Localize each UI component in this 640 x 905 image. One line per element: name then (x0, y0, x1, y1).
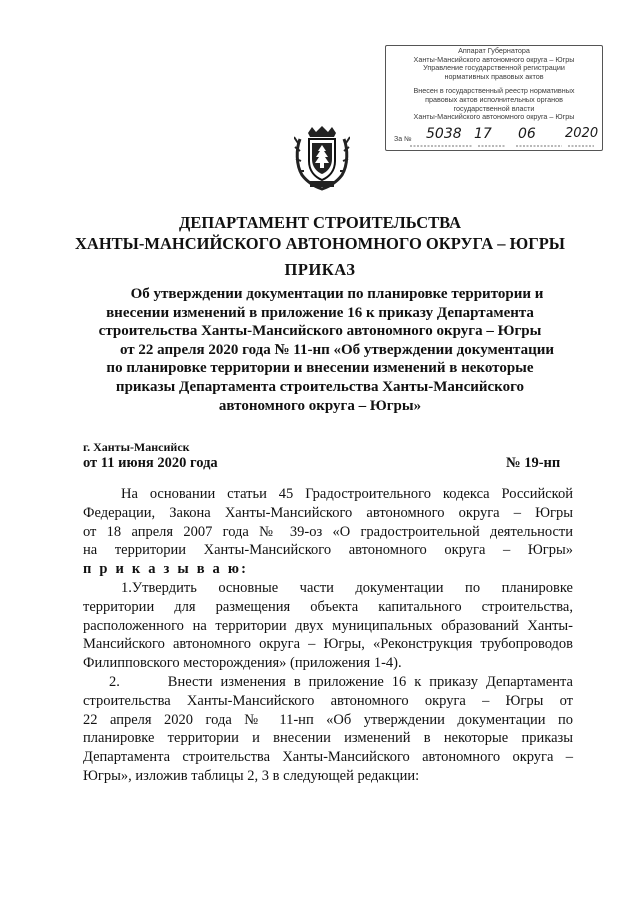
body-line: планировке территории и внесении изменений в некоторые приказы (83, 730, 573, 747)
body-line: расположенного на территории двух муниципальных образований Ханты- (83, 617, 573, 634)
body-line: от 18 апреля 2007 года № 39-оз «О градостроительной деятельности (83, 523, 573, 540)
body-paragraph-preamble (83, 485, 573, 579)
stamp-line: Ханты-Мансийского автономного округа – Югры (413, 55, 575, 64)
handwritten-reg-day: 17 (474, 126, 492, 142)
body-line: территории для размещения объекта капитального строительства, (83, 598, 573, 615)
body-paragraph-item-2 (83, 673, 573, 786)
body-line: Югры», изложив таблицы 2, 3 в следующей редакции: (83, 767, 420, 784)
body-line: 2. Внести изменения в приложение 16 к приказу Департамента (109, 674, 573, 690)
coat-of-arms-emblem (294, 125, 350, 191)
body-line: 1.Утвердить основные части документации по планировке (121, 580, 573, 596)
body-line: Мансийского автономного округа – Югры, «Реконструкция трубопроводов (83, 636, 573, 653)
stamp-line: Аппарат Губернатора (458, 47, 530, 55)
issue-date: от 11 июня 2020 года (83, 455, 218, 471)
order-number: № 19-нп (506, 455, 561, 471)
stamp-reg-label: За № (394, 136, 412, 143)
stamp-line: Внесен в государственный реестр нормативных (413, 87, 575, 96)
document-type: ПРИКАЗ (284, 260, 356, 279)
order-word: п р и к а з ы в а ю: (83, 561, 249, 578)
body-line: на территории Ханты-Мансийского автономного округа – Югры» (83, 542, 573, 559)
handwritten-reg-year: 2020 (565, 126, 599, 141)
subject-line: строительства Ханты-Мансийского автономного округа – Югры (98, 323, 542, 340)
stamp-line: правовых актов исполнительных органов (425, 95, 563, 104)
body-paragraph-item-1 (83, 579, 573, 673)
stamp-line: государственной власти (453, 104, 535, 113)
body-line: Федерации, Закона Ханты-Мансийского автономного округа – Югры (83, 504, 573, 521)
stamp-line: Управление государственной регистрации (423, 64, 565, 73)
subject-line: Об утверждении документации по планировке территории и (130, 286, 544, 302)
subject-line: внесении изменений в приложение 16 к приказу Департамента (106, 304, 534, 321)
department-title (0, 212, 640, 254)
department-title-line: ДЕПАРТАМЕНТ СТРОИТЕЛЬСТВА (179, 213, 461, 232)
department-title-line: ХАНТЫ-МАНСИЙСКОГО АВТОНОМНОГО ОКРУГА – ЮГРЫ (75, 234, 565, 253)
body-line: строительства Ханты-Мансийского автономного округа – Югры от (83, 692, 573, 709)
body-line: На основании статьи 45 Градостроительного кодекса Российской (121, 486, 573, 502)
handwritten-reg-number: 5038 (426, 126, 462, 142)
stamp-line: нормативных правовых актов (444, 72, 544, 81)
issue-city: г. Ханты-Мансийск (83, 440, 190, 454)
subject-line: по планировке территории и внесении изменений в некоторые (106, 360, 534, 377)
body-line: Филипповского месторождения» (приложения 1-4). (83, 655, 402, 672)
order-subject (0, 285, 640, 415)
subject-line: приказы Департамента строительства Ханты-Мансийского (115, 378, 525, 395)
handwritten-reg-month: 06 (518, 126, 536, 142)
subject-line: от 22 апреля 2020 года № 11-нп «Об утверждении документации (119, 341, 555, 358)
subject-line: автономного округа – Югры» (218, 397, 422, 414)
body-line: 22 апреля 2020 года № 11-нп «Об утверждении документации по (83, 711, 573, 728)
body-line: Департамента строительства Ханты-Мансийского автономного округа – (83, 749, 573, 766)
stamp-line: Ханты-Мансийского автономного округа – Югры (413, 113, 575, 122)
